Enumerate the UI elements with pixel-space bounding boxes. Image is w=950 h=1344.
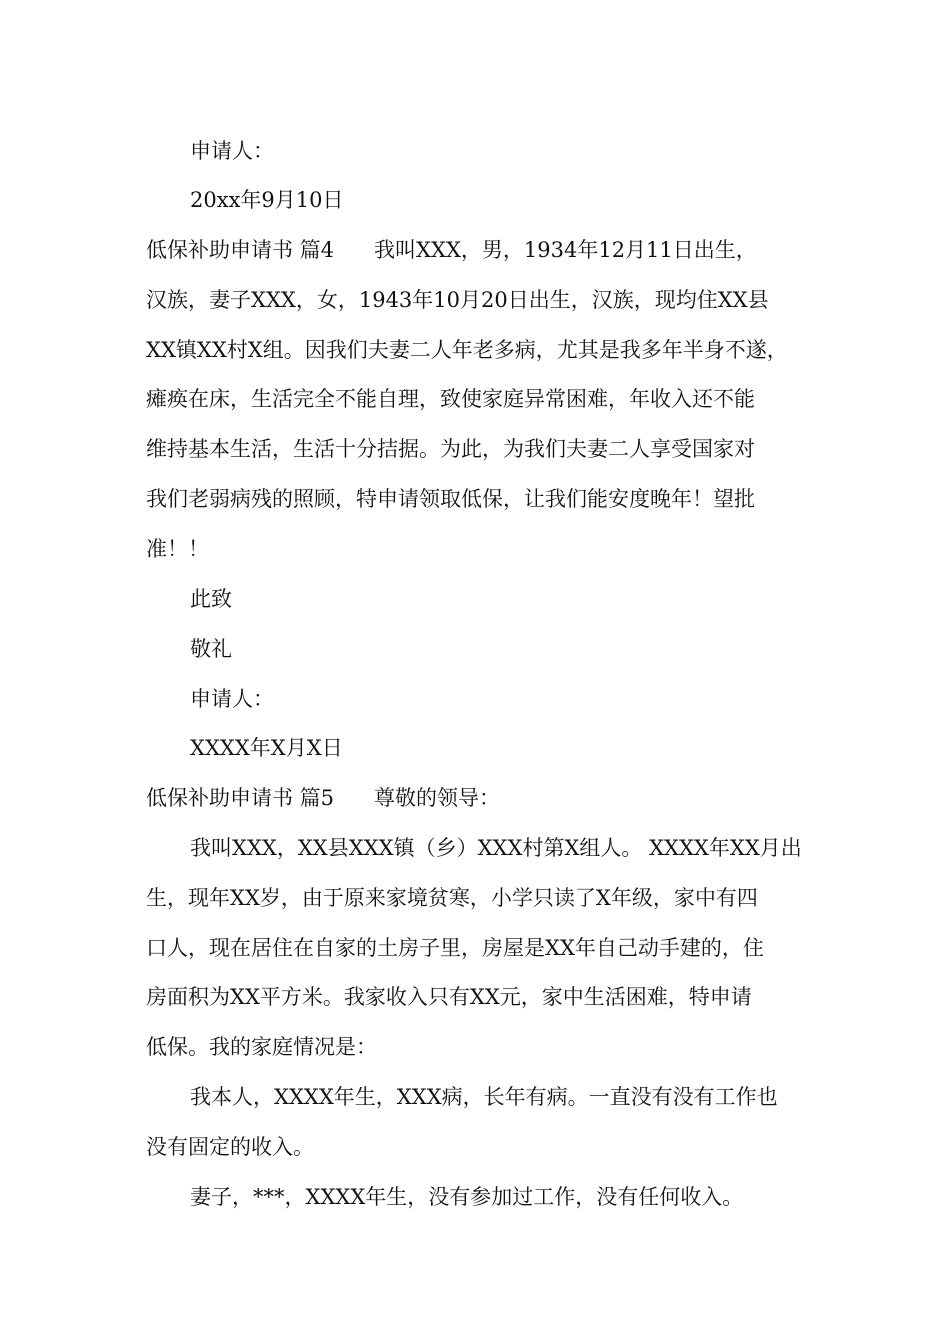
paragraph-line: 我叫XXX，XX县XXX镇（乡）XXX村第X组人。 XXXX年XX月出 <box>190 836 802 860</box>
section-5-line <box>146 783 816 813</box>
section-heading: 低保补助申请书 篇5 <box>146 786 335 810</box>
closing-salutation: 此致 <box>190 587 232 611</box>
paragraph-line: 维持基本生活，生活十分拮据。为此，为我们夫妻二人享受国家对 <box>146 437 755 461</box>
section-4-line <box>146 235 816 265</box>
date-line: XXXX年X月X日 <box>190 736 343 760</box>
date-line: 20xx年9月10日 <box>190 188 344 212</box>
paragraph-line: 妻子，***，XXXX年生，没有参加过工作，没有任何收入。 <box>190 1185 744 1209</box>
paragraph-line: 我们老弱病残的照顾，特申请领取低保，让我们能安度晚年！望批 <box>146 487 755 511</box>
paragraph-line: 生，现年XX岁，由于原来家境贫寒，小学只读了X年级，家中有四 <box>146 886 758 910</box>
paragraph-line: 口人，现在居住在自家的土房子里，房屋是XX年自己动手建的，住 <box>146 936 764 960</box>
applicant-label: 申请人： <box>190 687 274 711</box>
paragraph-line: 没有固定的收入。 <box>146 1135 314 1159</box>
greeting-text: 尊敬的领导： <box>374 786 501 810</box>
section-heading: 低保补助申请书 篇4 <box>146 238 335 262</box>
paragraph-text: 我叫XXX，男，1934年12月11日出生， <box>374 238 757 262</box>
paragraph-line: 瘫痪在床，生活完全不能自理，致使家庭异常困难，年收入还不能 <box>146 387 755 411</box>
paragraph-line: 房面积为XX平方米。我家收入只有XX元，家中生活困难，特申请 <box>146 985 752 1009</box>
paragraph-line: 我本人，XXXX年生，XXX病，长年有病。一直没有没有工作也 <box>190 1085 778 1109</box>
paragraph-line: 准！！ <box>146 537 209 561</box>
paragraph-line: 低保。我的家庭情况是： <box>146 1035 377 1059</box>
closing-salutation: 敬礼 <box>190 637 232 661</box>
paragraph-line: XX镇XX村X组。因我们夫妻二人年老多病，尤其是我多年半身不遂， <box>146 338 788 362</box>
paragraph-line: 汉族，妻子XXX，女，1943年10月20日出生，汉族，现均住XX县 <box>146 288 769 312</box>
applicant-label: 申请人： <box>190 139 274 163</box>
